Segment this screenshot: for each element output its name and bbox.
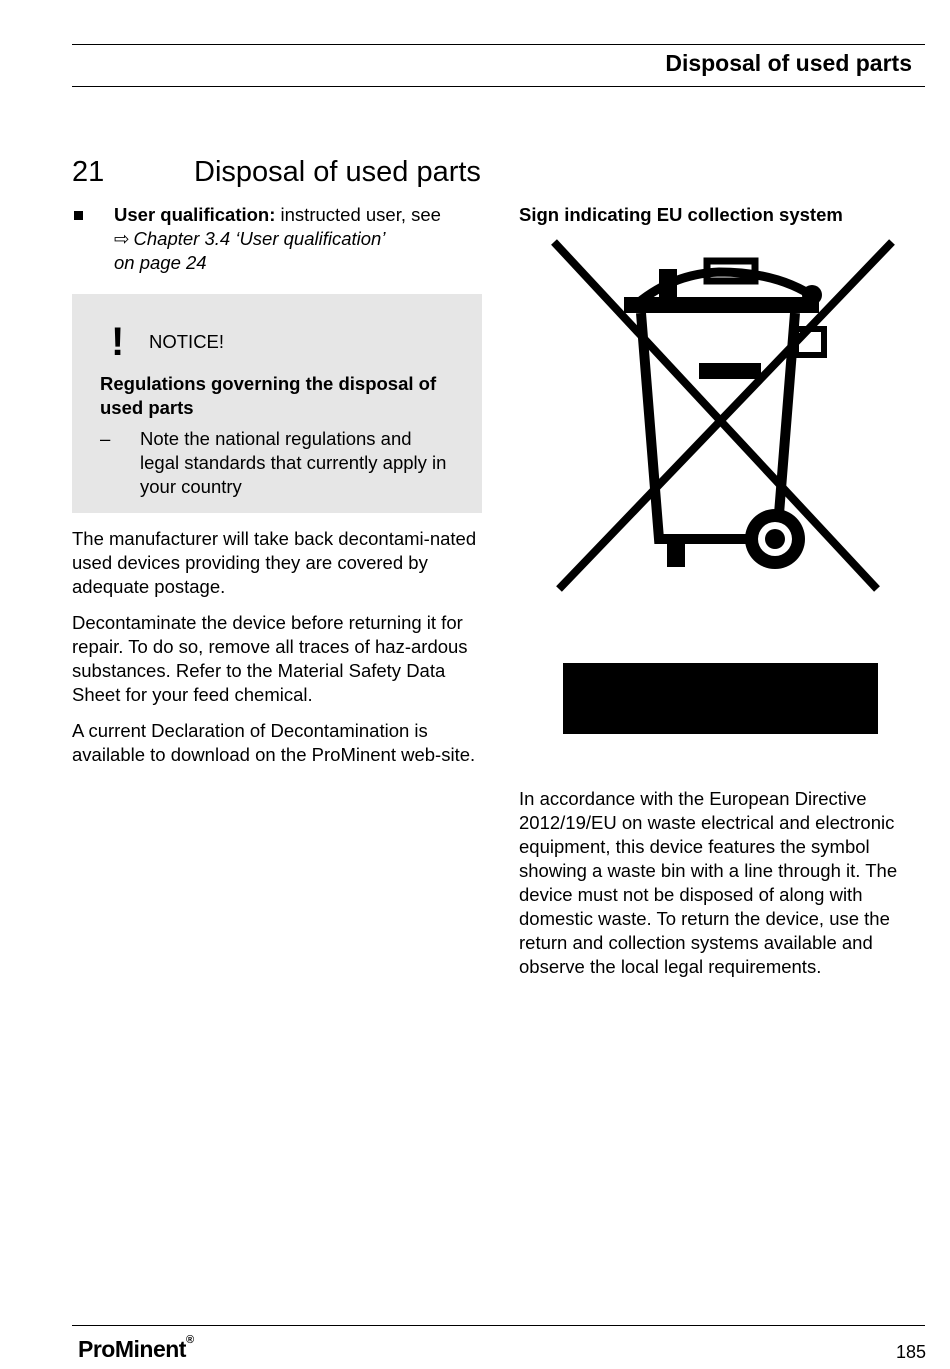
header-rule-top xyxy=(72,44,925,45)
paragraph-declaration: A current Declaration of Decontamination is available to download on the ProMinent web-site. xyxy=(72,720,476,765)
chapter-reference-link[interactable] xyxy=(114,227,482,251)
reference-arrow-icon: ⇨ xyxy=(114,228,130,249)
registered-mark: ® xyxy=(185,1334,194,1346)
bullet-square-icon xyxy=(74,211,83,220)
brand-name: ProMinent xyxy=(78,1336,186,1362)
dash-bullet: – xyxy=(100,428,111,449)
exclamation-icon: ! xyxy=(111,320,125,364)
notice-list-item xyxy=(100,427,454,499)
reference-text: Chapter 3.4 ‘User qualification’ xyxy=(133,228,386,249)
notice-box xyxy=(72,294,482,513)
header-rule-bottom xyxy=(72,86,925,87)
directive-paragraph: In accordance with the European Directive 2012/19/EU on waste electrical and electronic equipment, this device features the symbol showing a waste bin with a line through it. The device must not be disposed of along with domestic waste. To return the device, use the return and collection systems available and observe the local legal requirements. xyxy=(519,788,898,977)
chapter-number: 21 xyxy=(72,156,105,188)
sign-caption: Sign indicating EU collection system xyxy=(519,204,843,225)
running-header-title: Disposal of used parts xyxy=(665,50,912,76)
user-qualification xyxy=(72,203,482,275)
qualification-label: User qualification: xyxy=(114,204,276,225)
left-column xyxy=(72,203,482,767)
footer-rule xyxy=(72,1325,925,1326)
qualification-text: instructed user, see xyxy=(275,204,441,225)
notice-item-text: Note the national regulations and legal standards that currently apply in your country xyxy=(140,428,447,497)
reference-page[interactable]: on page 24 xyxy=(114,252,207,273)
right-column xyxy=(519,203,929,979)
weee-black-bar xyxy=(563,663,878,734)
notice-heading: Regulations governing the disposal of used parts xyxy=(100,373,437,418)
paragraph-decontaminate: Decontaminate the device before returning it for repair. To do so, remove all traces of haz-ardous substances. Refer to the Material Safety Data Sheet for your feed chemical. xyxy=(72,612,468,705)
notice-label: NOTICE! xyxy=(149,331,225,352)
chapter-title: Disposal of used parts xyxy=(194,156,481,188)
weee-sign xyxy=(519,235,929,755)
page-number: 185 xyxy=(895,1342,926,1362)
paragraph-take-back: The manufacturer will take back decontami-nated used devices providing they are covered by adequate postage. xyxy=(72,528,477,597)
prominent-logo xyxy=(78,1336,194,1363)
crossed-out-wheelie-bin-icon xyxy=(549,239,899,599)
